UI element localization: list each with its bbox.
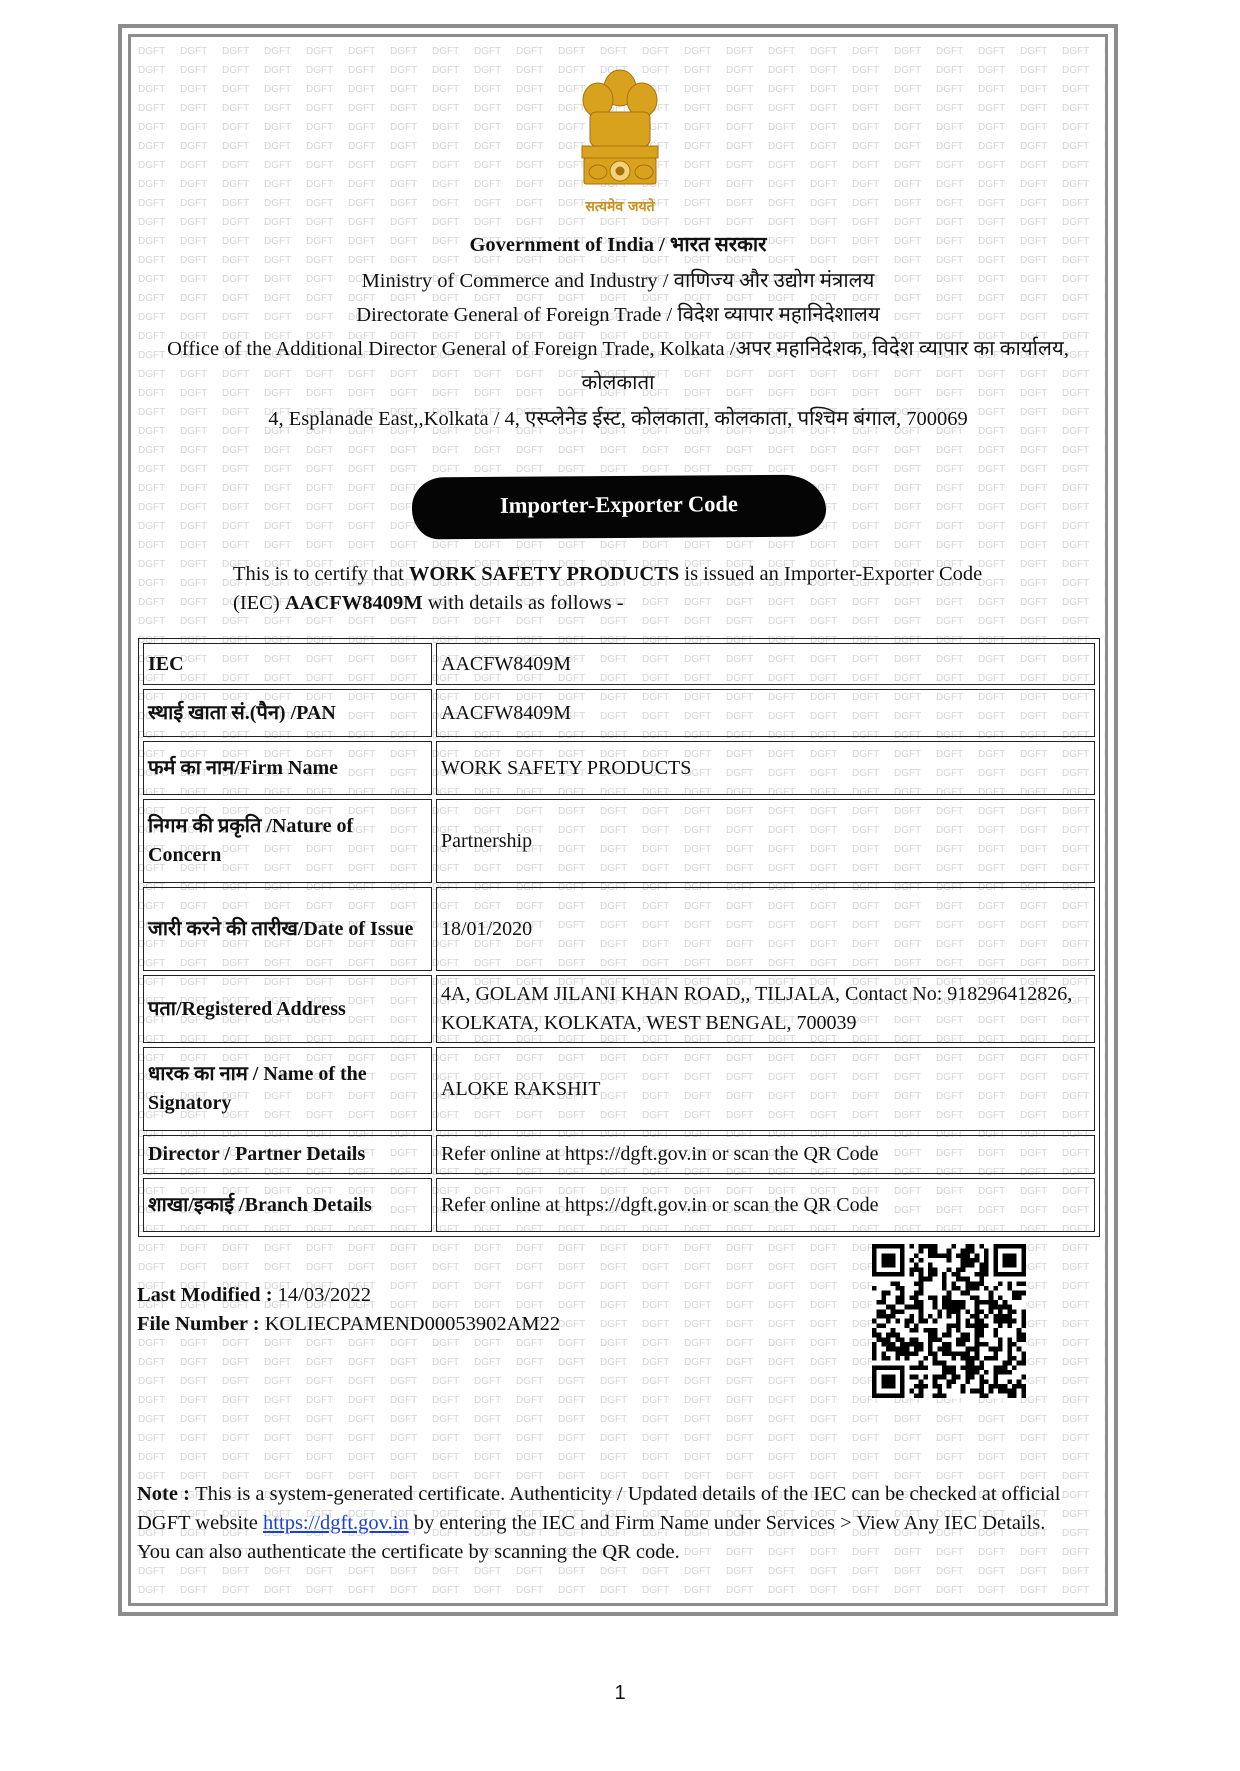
header-line-government: Government of India / भारत सरकार — [469, 234, 767, 256]
national-emblem-icon — [568, 60, 672, 220]
table-row — [143, 887, 1095, 971]
row-value: Partnership — [436, 799, 1095, 883]
row-label: IEC — [143, 643, 432, 685]
table-row — [143, 1135, 1095, 1174]
row-value: ALOKE RAKSHIT — [436, 1047, 1095, 1131]
certify-iec: AACFW8409M — [284, 592, 423, 614]
row-value: Refer online at https://dgft.gov.in or scan the QR Code — [436, 1135, 1095, 1174]
header-line-address: 4, Esplanade East,,Kolkata / 4, एस्प्लेनेड ईस्ट, कोलकाता, कोलकाता, पश्चिम बंगाल, 700069 — [268, 408, 968, 430]
row-label: स्थाई खाता सं.(पैन) /PAN — [143, 689, 432, 737]
header-line-office-city: कोलकाता — [581, 372, 655, 394]
row-value: AACFW8409M — [436, 689, 1095, 737]
page-number: 1 — [614, 1682, 626, 1704]
row-label: जारी करने की तारीख/Date of Issue — [143, 887, 432, 971]
table-row — [143, 975, 1095, 1043]
row-value: 4A, GOLAM JILANI KHAN ROAD,, TILJALA, Contact No: 918296412826, KOLKATA, KOLKATA, WEST BENGAL, 700039 — [436, 975, 1095, 1043]
iec-details-table — [138, 638, 1100, 1237]
row-label: धारक का नाम / Name of the Signatory — [143, 1047, 432, 1131]
page-title: Importer-Exporter Code — [499, 491, 739, 518]
emblem-motto: सत्यमेव जयते — [585, 199, 655, 215]
last-modified: Last Modified : 14/03/2022 — [137, 1284, 372, 1306]
table-row — [143, 1047, 1095, 1131]
row-label: पता/Registered Address — [143, 975, 432, 1043]
dgft-website-link[interactable]: https://dgft.gov.in — [263, 1512, 409, 1534]
row-label: Director / Partner Details — [143, 1135, 432, 1174]
row-value: AACFW8409M — [436, 643, 1095, 685]
table-row — [143, 741, 1095, 795]
row-value: Refer online at https://dgft.gov.in or scan the QR Code — [436, 1178, 1095, 1232]
header-line-office: Office of the Additional Director General of Foreign Trade, Kolkata /अपर महानिदेशक, विदेश व्यापार का कार्यालय, — [167, 338, 1069, 360]
row-value: WORK SAFETY PRODUCTS — [436, 741, 1095, 795]
header-line-ministry: Ministry of Commerce and Industry / वाणिज्य और उद्योग मंत्रालय — [361, 270, 875, 292]
row-label: निगम की प्रकृति /Nature of Concern — [143, 799, 432, 883]
row-label: फर्म का नाम/Firm Name — [143, 741, 432, 795]
table-row — [143, 1178, 1095, 1232]
certify-statement: This is to certify that WORK SAFETY PRODUCTS is issued an Importer-Exporter Code (IEC) AACFW8409M with details as follows - — [233, 563, 983, 614]
file-number: File Number : KOLIECPAMEND00053902AM22 — [137, 1313, 561, 1335]
header-line-directorate: Directorate General of Foreign Trade / विदेश व्यापार महानिदेशालय — [356, 304, 880, 326]
note-paragraph: Note : This is a system-generated certificate. Authenticity / Updated details of the IEC can be checked at official DGFT website https://dgft.gov.in by entering the IEC and Firm Name under Services > View Any IEC Details. You can also authenticate the certificate by scanning the QR code. — [137, 1483, 1061, 1563]
table-row — [143, 643, 1095, 685]
certify-firm-name: WORK SAFETY PRODUCTS — [408, 563, 680, 585]
qr-code-icon[interactable] — [872, 1244, 1026, 1398]
title-banner — [412, 475, 826, 540]
table-row — [143, 689, 1095, 737]
row-value: 18/01/2020 — [436, 887, 1095, 971]
row-label: शाखा/इकाई /Branch Details — [143, 1178, 432, 1232]
table-row — [143, 799, 1095, 883]
